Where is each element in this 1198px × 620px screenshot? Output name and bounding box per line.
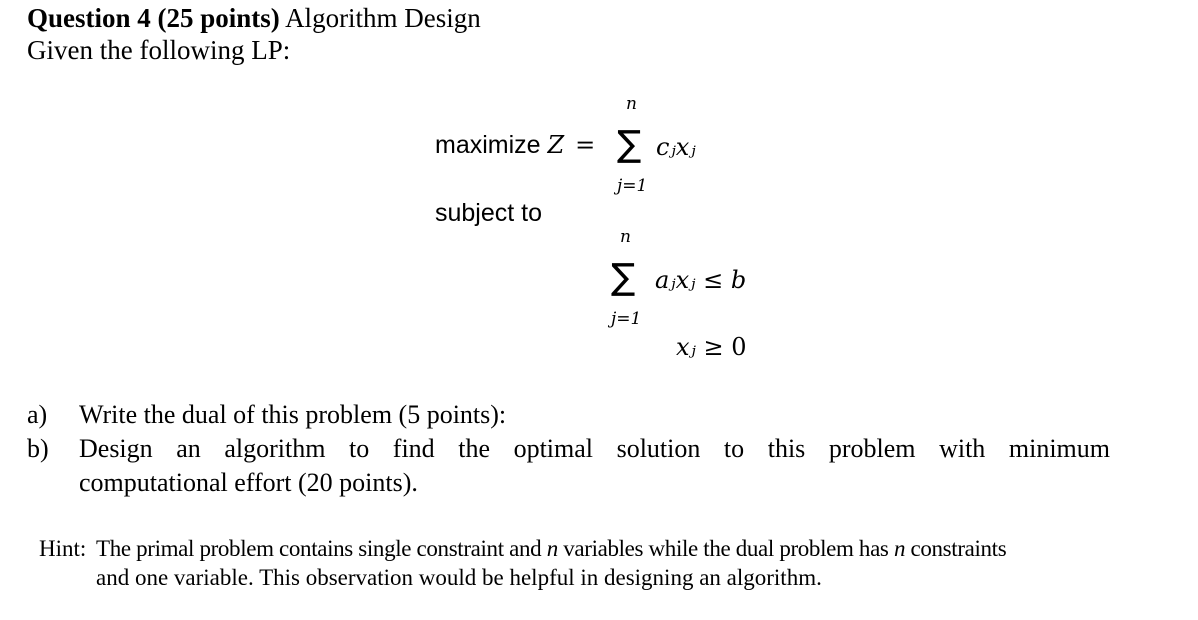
objective-sum-lower-limit: j=1: [617, 176, 648, 196]
hint-line2: and one variable. This observation would be helpful in designing an algorithm.: [96, 565, 822, 590]
constraint-line: [655, 266, 746, 294]
constraint-sum-lower-limit: j=1: [611, 309, 642, 329]
intro-text: Given the following LP:: [27, 35, 291, 65]
hint-line1-part-b: variables while the dual problem has: [563, 536, 889, 561]
item-b-label: b): [27, 434, 49, 463]
question-title: [27, 2, 481, 34]
maximize-keyword: maximize: [435, 131, 541, 159]
item-a-label: a): [27, 400, 48, 429]
objective-variable: Z: [547, 131, 565, 159]
hint-n-primal: n: [546, 536, 558, 561]
objective-sigma-symbol: ∑: [617, 124, 642, 165]
nonneg-relation: ≥: [703, 333, 724, 361]
equals-sign: =: [575, 131, 596, 159]
constraint-relation: ≤: [703, 266, 724, 294]
objective-line: [435, 131, 595, 160]
hint-n-dual: n: [893, 536, 906, 561]
hint-line1-part-a: The primal problem contains single constraint and: [96, 536, 542, 561]
constraint-term: aⱼxⱼ: [655, 266, 696, 294]
nonnegativity-line: [676, 333, 747, 361]
nonneg-rhs: 0: [731, 333, 747, 361]
question-points: (25 points): [157, 3, 280, 33]
hint-label: Hint:: [39, 536, 87, 561]
nonneg-variable: xⱼ: [676, 333, 696, 361]
constraint-sum-upper-limit: n: [620, 227, 631, 247]
constraint-rhs: b: [730, 266, 747, 294]
objective-term: cⱼxⱼ: [656, 133, 696, 161]
objective-sum-upper-limit: n: [626, 94, 637, 114]
question-topic: Algorithm Design: [285, 3, 481, 33]
item-b-text-line1: Design an algorithm to find the optimal solution to this problem with minimum: [79, 434, 1110, 463]
item-a-text: Write the dual of this problem (5 points):: [79, 400, 507, 429]
hint-line1: [96, 534, 1006, 563]
item-b-text-line2: computational effort (20 points).: [79, 468, 418, 497]
hint-line1-part-c: constraints: [910, 536, 1007, 561]
constraint-sigma-symbol: ∑: [611, 257, 636, 298]
subject-to-label: subject to: [435, 199, 543, 227]
question-number: Question 4: [27, 3, 151, 33]
